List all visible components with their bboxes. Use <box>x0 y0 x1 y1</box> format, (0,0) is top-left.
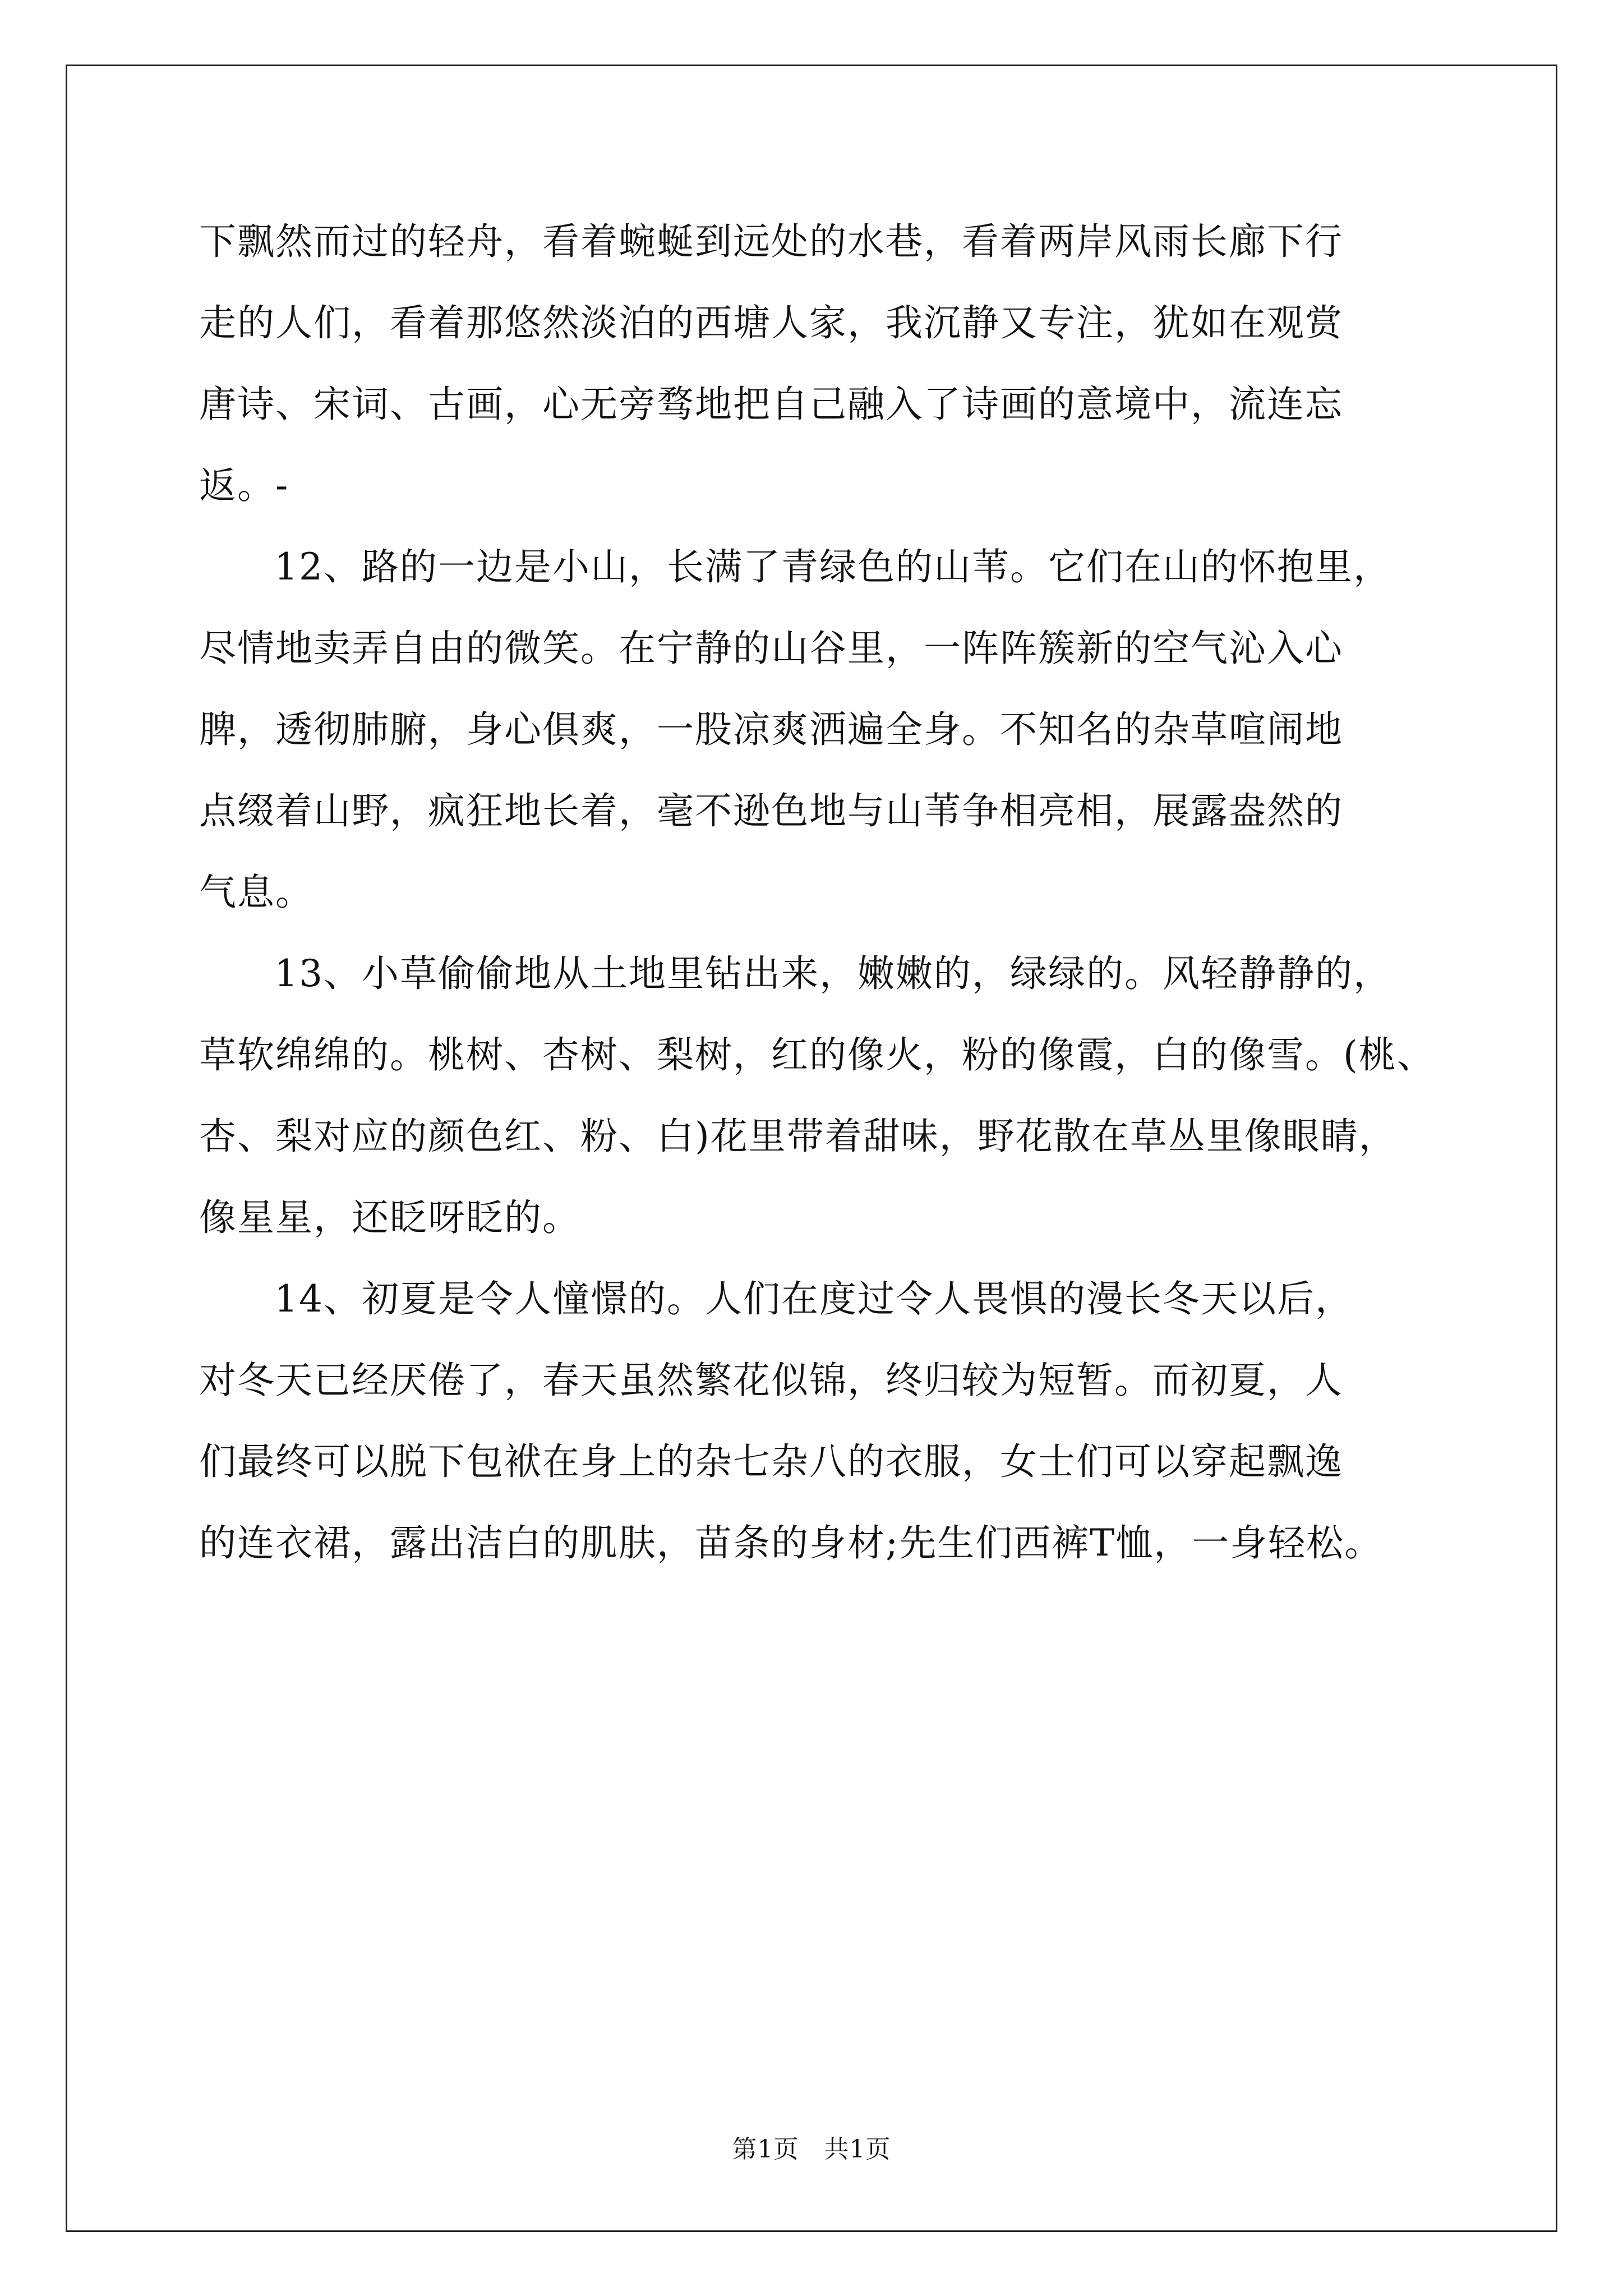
text-line: 气息。 <box>199 871 313 914</box>
text-line: 们最终可以脱下包袱在身上的杂七杂八的衣服，女士们可以穿起飘逸 <box>199 1440 1343 1483</box>
text-line: 杏、梨对应的颜色红、粉、白)花里带着甜味，野花散在草丛里像眼睛， <box>199 1115 1397 1158</box>
text-line: 下飘然而过的轻舟，看着蜿蜒到远处的水巷，看着两岸风雨长廊下行 <box>199 220 1343 263</box>
text-line: 草软绵绵的。桃树、杏树、梨树，红的像火，粉的像霞，白的像雪。(桃、 <box>199 1033 1435 1076</box>
text-line: 像星星，还眨呀眨的。 <box>199 1196 580 1239</box>
text-line: 走的人们，看着那悠然淡泊的西塘人家，我沉静又专注，犹如在观赏 <box>199 301 1343 344</box>
text-line: 尽情地卖弄自由的微笑。在宁静的山谷里，一阵阵簇新的空气沁入心 <box>199 627 1343 670</box>
text-line: 对冬天已经厌倦了，春天虽然繁花似锦，终归较为短暂。而初夏，人 <box>199 1359 1343 1402</box>
text-line: 脾，透彻肺腑，身心俱爽，一股凉爽洒遍全身。不知名的杂草喧闹地 <box>199 708 1343 751</box>
text-line: 返。- <box>199 464 289 507</box>
page-number-footer: 第1页 共1页 <box>732 2135 891 2164</box>
text-line: 的连衣裙，露出洁白的肌肤，苗条的身材;先生们西裤T恤，一身轻松。 <box>199 1521 1383 1565</box>
text-line: 12、路的一边是小山，长满了青绿色的山苇。它们在山的怀抱里， <box>274 545 1391 588</box>
text-line: 14、初夏是令人憧憬的。人们在度过令人畏惧的漫长冬天以后， <box>274 1277 1353 1320</box>
text-line: 13、小草偷偷地从土地里钻出来，嫩嫩的，绿绿的。风轻静静的， <box>274 952 1391 995</box>
text-line: 点缀着山野，疯狂地长着，毫不逊色地与山苇争相亮相，展露盎然的 <box>199 789 1343 832</box>
text-line: 唐诗、宋词、古画，心无旁骛地把自己融入了诗画的意境中，流连忘 <box>199 383 1343 426</box>
